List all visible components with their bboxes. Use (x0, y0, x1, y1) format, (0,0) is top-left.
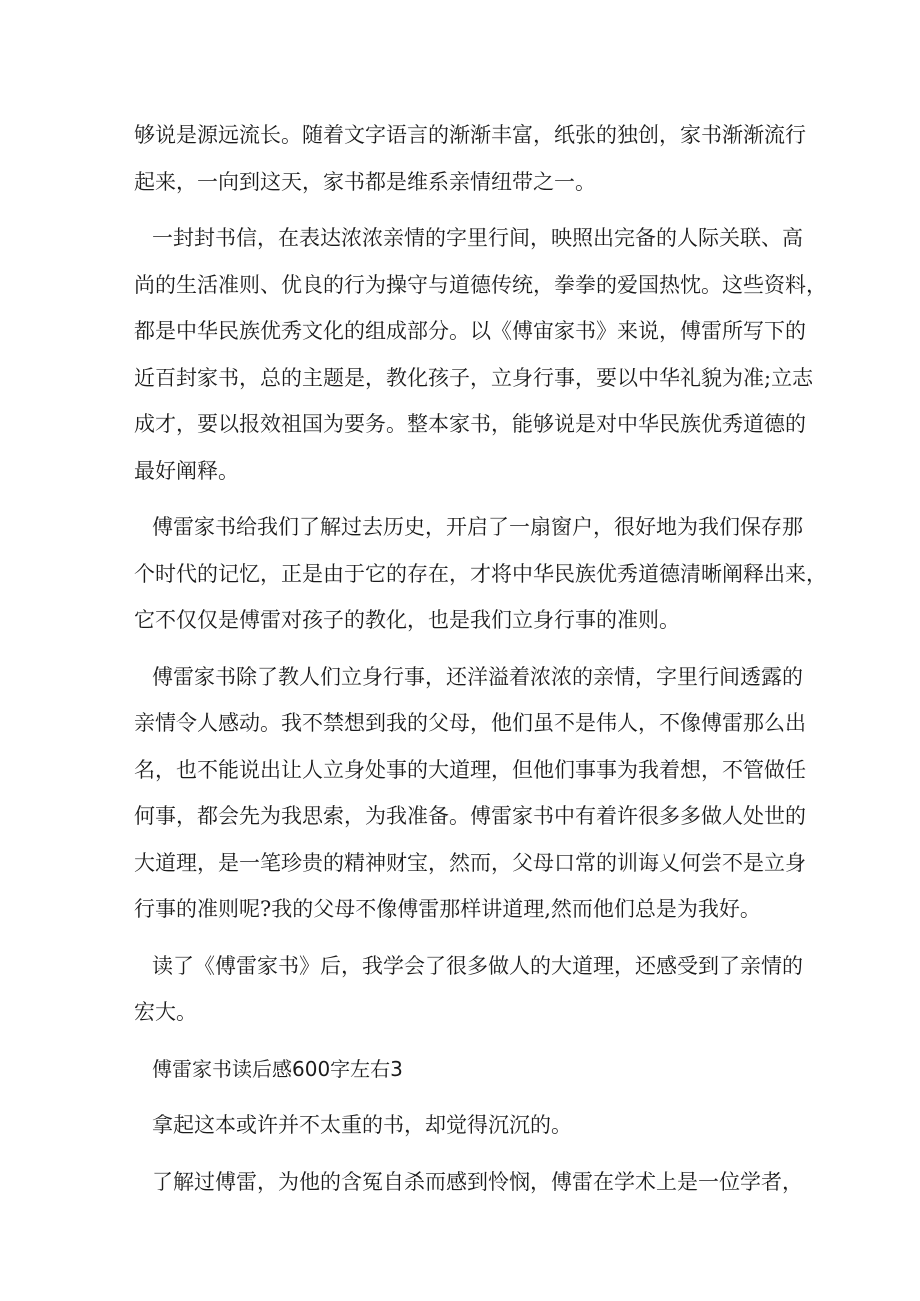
text-line: 名，也不能说出让人立身处事的大道理，但他们事事为我着想，不管做任 (134, 757, 806, 782)
text-line: 宏大。 (134, 1000, 197, 1024)
document-body (134, 112, 827, 1215)
paragraph-conclusion (134, 943, 803, 1036)
text-line: 读了《傅雷家书》后，我学会了很多做人的大道理，还感受到了亲情的 (152, 953, 803, 978)
text-line: 何事，都会先为我思索，为我准备。傅雷家书中有着许很多多做人处世的 (134, 804, 806, 828)
text-line: 起来，一向到这天，家书都是维系亲情纽带之一。 (134, 169, 596, 194)
text-line: 它不仅仅是傅雷对孩子的教化，也是我们立身行事的准则。 (134, 608, 680, 632)
text-line: 了解过傅雷，为他的含冤自杀而感到怜悯，傅雷在学术上是一位学者， (152, 1169, 803, 1194)
text-line: 大道理，是一笔珍贵的精神财宝，然而，父母口常的训诲乂何尝不是立身 (134, 850, 806, 875)
text-line: 都是中华民族优秀文化的组成部分。以《傅宙家书》来说，傅雷所写下的 (134, 319, 806, 343)
paragraph-letters-content (134, 215, 827, 494)
section-heading: 傅雷家书读后感600字左右3 (152, 1056, 403, 1081)
text-line: 近百封家书，总的主题是，教化孩子，立身行事，要以中华礼貌为准;立志 (134, 365, 814, 390)
text-line: 成才，要以报效祖国为要务。整本家书，能够说是对中华民族优秀道德的 (134, 412, 806, 436)
text-line: 行事的准则呢?我的父母不像傅雷那样讲道理,然而他们总是为我好。 (134, 897, 761, 921)
paragraph-tail-1 (134, 1102, 790, 1149)
paragraph-family-affection (134, 654, 806, 933)
text-line: 傅雷家书给我们了解过去历史，开启了一扇窗户，很好地为我们保存那 (152, 515, 803, 539)
text-line: 傅雷家书除了教人们立身行事，还洋溢着浓浓的亲情，字里行间透露的 (152, 664, 803, 689)
text-line: 个时代的记忆，正是由于它的存在，才将中华民族优秀道德清晰阐释出来， (134, 561, 827, 586)
paragraph-history-window (134, 504, 827, 644)
paragraph-origin (134, 112, 806, 205)
text-line: 亲情令人感动。我不禁想到我的父母，他们虽不是伟人，不像傅雷那么出 (134, 711, 806, 735)
paragraph-tail-2 (134, 1159, 803, 1206)
text-line: 一封封书信，在表达浓浓亲情的字里行间，映照出完备的人际关联、高 (152, 226, 803, 250)
text-line: 拿起这本或许并不太重的书，却觉得沉沉的。 (152, 1113, 572, 1137)
text-line: 尚的生活准则、优良的行为操守与道德传统，拳拳的爱国热忱。这些资料， (134, 272, 827, 297)
text-line: 最好阐释。 (134, 458, 239, 483)
text-line: 够说是源远流长。随着文字语言的渐渐丰富，纸张的独创，家书渐渐流行 (134, 123, 806, 147)
